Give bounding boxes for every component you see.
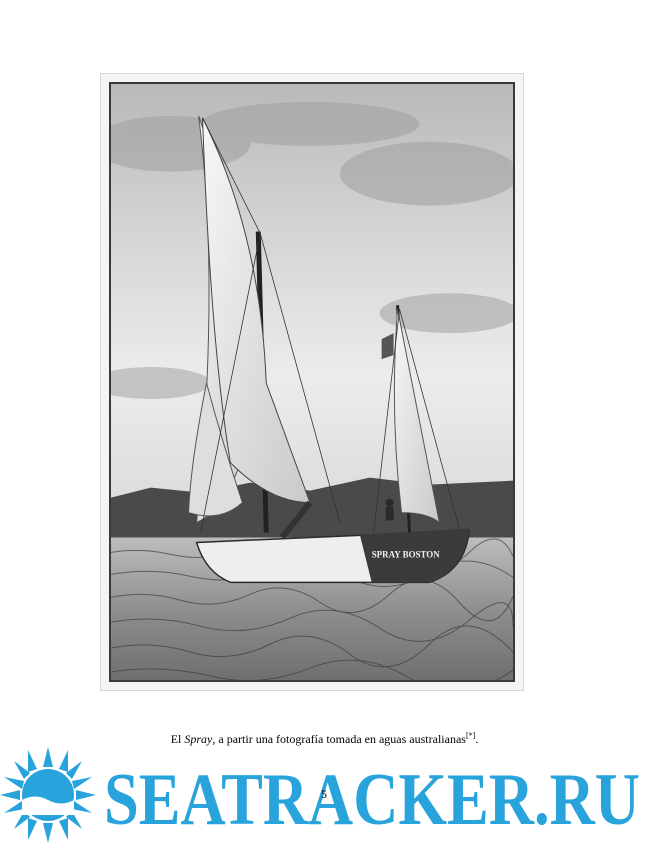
page-number: 5 <box>321 787 327 801</box>
sailboat-engraving <box>111 84 513 680</box>
sun-logo-icon <box>0 747 96 843</box>
stern-lettering: SPRAY BOSTON <box>371 549 440 560</box>
sailor <box>386 499 394 507</box>
illustration-plate <box>100 73 524 691</box>
watermark-text: SEATRACKER.RU <box>104 759 640 841</box>
caption-prefix: El <box>170 732 185 746</box>
spray-sailboat-illustration <box>109 82 515 682</box>
caption-boat-name: Spray <box>184 732 213 746</box>
footnote-link[interactable]: [*] <box>465 731 476 740</box>
caption-suffix: , a partir una fotografía tomada en aguas australianas <box>212 732 466 746</box>
caption-end: . <box>475 732 479 746</box>
